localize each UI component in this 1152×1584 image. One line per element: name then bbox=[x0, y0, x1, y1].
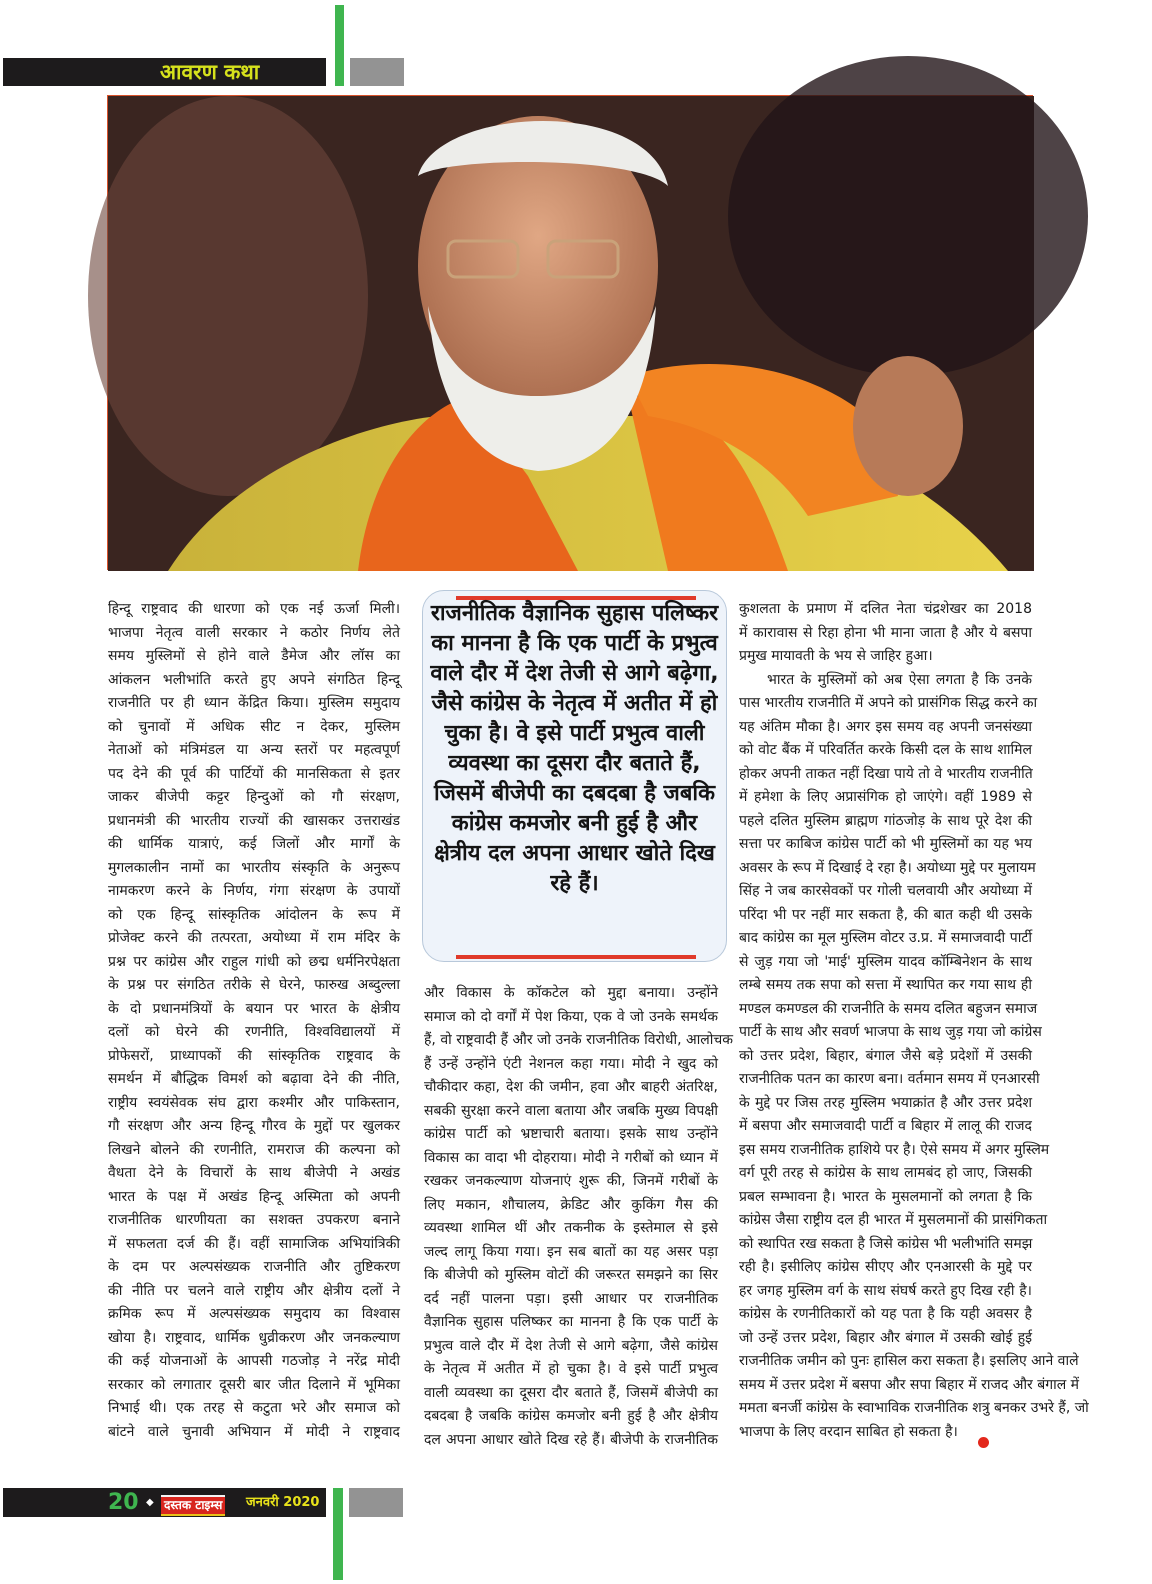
section-title: आवरण कथा bbox=[160, 60, 260, 84]
text-line: राष्ट्रीय स्वयंसेवक संघ द्वारा कश्मीर और पाकिस्तान, bbox=[108, 1094, 400, 1111]
text-line: में सफलता दर्ज की हैं। वहीं सामाजिक अभियांत्रिकी bbox=[108, 1235, 400, 1252]
text-line: मण्डल कमण्डल की राजनीति के समय दलित बहुजन समाज bbox=[739, 1000, 1038, 1017]
text-line: सरकार को लगातार दूसरी बार जीत दिलाने में भूमिका bbox=[108, 1376, 400, 1393]
text-line: भारत के मुस्लिमों को अब ऐसा लगता है कि उनके bbox=[767, 671, 1032, 688]
text-line: से जुड़ गया जो 'माई' मुस्लिम यादव कॉम्बिनेशन के साथ bbox=[739, 953, 1032, 970]
text-line: के दम पर अल्पसंख्यक राजनीति और तुष्टिकरण bbox=[108, 1259, 400, 1275]
text-line: निभाई थी। एक तरह से कटुता भरे और समाज को bbox=[108, 1400, 400, 1416]
text-line: वाली व्यवस्था का दूसरा दौर बताते हैं, जिसमें बीजेपी का bbox=[424, 1384, 718, 1401]
text-line: अवसर के रूप में दिखाई दे रहा है। अयोध्या मुद्दे पर मुलायम bbox=[739, 859, 1036, 876]
text-line: भाजपा के लिए वरदान साबित हो सकता है। bbox=[739, 1423, 958, 1440]
text-line: प्रबल सम्भावना है। भारत के मुसलमानों को लगता है कि bbox=[739, 1188, 1032, 1205]
text-line: वर्ग पूरी तरह से कांग्रेस के साथ लामबंद हो जाए, जिसकी bbox=[739, 1165, 1032, 1181]
text-line: और विकास के कॉकटेल को मुद्दा बनाया। उन्होंने bbox=[424, 985, 718, 1001]
text-line: कांग्रेस के रणनीतिकारों को यह पता है कि यही अवसर है bbox=[739, 1306, 1032, 1322]
text-line: प्रोफेसरों, प्राध्यापकों की सांस्कृतिक राष्ट्रवाद के bbox=[108, 1047, 400, 1064]
text-line: हिन्दू राष्ट्रवाद की धारणा को एक नई ऊर्जा मिली। bbox=[108, 601, 400, 617]
text-line: की नीति पर चलने वाले राष्ट्रीय और क्षेत्रीय दलों ने bbox=[108, 1282, 400, 1299]
text-line: यह अंतिम मौका है। अगर इस समय वह अपनी जनसंख्या bbox=[739, 718, 1032, 735]
text-line: कुशलता के प्रमाण में दलित नेता चंद्रशेखर का 2018 bbox=[739, 601, 1032, 617]
text-line: विकास का वादा भी दोहराया। मोदी ने गरीबों को ध्यान में bbox=[424, 1149, 718, 1166]
text-line: दबदबा है जबकि कांग्रेस कमजोर बनी हुई है और क्षेत्रीय bbox=[424, 1408, 718, 1424]
text-line: क्रमिक रूप में अल्पसंख्यक समुदाय का विश्वास bbox=[108, 1306, 400, 1322]
article-column-1 bbox=[108, 598, 400, 1444]
text-line: को एक हिन्दू सांस्कृतिक आंदोलन के रूप में bbox=[108, 906, 400, 923]
text-line: भाजपा नेतृत्व वाली सरकार ने कठोर निर्णय लेते bbox=[108, 624, 400, 641]
footer-green-bar bbox=[333, 1488, 343, 1580]
text-line: समाज को दो वर्गों में पेश किया, एक वे जो उनके समर्थक bbox=[424, 1008, 718, 1025]
text-line: भारत के पक्ष में अखंड हिन्दू अस्मिता को अपनी bbox=[108, 1188, 400, 1205]
text-line: को स्थापित रख सकता है जिसे कांग्रेस भी भलीभांति समझ bbox=[739, 1235, 1033, 1252]
pull-quote-bottom-rule bbox=[456, 955, 696, 959]
text-line: दर्द नहीं पालना पड़ा। इसी आधार पर राजनीतिक bbox=[424, 1290, 718, 1307]
text-line: पार्टी के साथ और सवर्ण भाजपा के साथ जुड़ गया जो कांग्रेस bbox=[739, 1024, 1042, 1040]
text-line: गौ संरक्षण और अन्य हिन्दू गौरव के मुद्दों पर खुलकर bbox=[108, 1118, 400, 1134]
end-of-article-dot bbox=[978, 1437, 989, 1448]
text-line: राजनीतिक धारणीयता का सशक्त उपकरण बनाने bbox=[108, 1212, 400, 1228]
text-line: हैं, वो राष्ट्रवादी हैं और जो उनके राजनीतिक विरोधी, आलोचक bbox=[424, 1032, 734, 1048]
text-line: मुगलकालीन नामों का भारतीय संस्कृति के अनुरूप bbox=[108, 859, 400, 876]
text-line: बांटने वाले चुनावी अभियान में मोदी ने राष्ट्रवाद bbox=[108, 1423, 400, 1440]
text-line: कि बीजेपी को मुस्लिम वोटों की जरूरत समझने का सिर bbox=[424, 1267, 718, 1283]
text-line: प्रश्न पर कांग्रेस और राहुल गांधी को छद्म धर्मनिरपेक्षता bbox=[108, 953, 400, 970]
text-line: ममता बनर्जी कांग्रेस के स्वाभाविक राजनीतिक शत्रु बनकर उभरे हैं, जो bbox=[739, 1400, 1089, 1416]
text-line: में हमेशा के लिए अप्रासंगिक हो जाएंगे। वहीं 1989 से bbox=[739, 789, 1032, 805]
text-line: पद देने की पूर्व की पार्टियों की मानसिकता से इतर bbox=[108, 765, 400, 782]
footer-gray-block bbox=[349, 1488, 403, 1517]
green-accent-bar bbox=[335, 5, 344, 86]
text-line: दलों को घेरने की रणनीति, विश्वविद्यालयों में bbox=[108, 1024, 400, 1040]
text-line: लम्बे समय तक सपा को सत्ता में स्थापित कर गया साथ ही bbox=[739, 977, 1032, 993]
text-line: के नेतृत्व में अतीत में हो चुका है। वे इसे पार्टी प्रभुत्व bbox=[424, 1361, 718, 1377]
text-line: को उत्तर प्रदेश, बिहार, बंगाल जैसे बड़े प्रदेशों में उसकी bbox=[739, 1047, 1032, 1064]
text-line: की धार्मिक यात्राएं, कई जिलों और मार्गों के bbox=[108, 836, 400, 852]
text-line: सिंह ने जब कारसेवकों पर गोली चलवायी और अयोध्या में bbox=[739, 883, 1032, 899]
text-line: इस समय राजनीतिक हाशिये पर है। ऐसे समय में अगर मुस्लिम bbox=[739, 1141, 1050, 1158]
text-line: परिंदा भी पर नहीं मार सकता है, की बात कही थी उसके bbox=[739, 906, 1032, 923]
text-line: प्रधानमंत्री की भारतीय राज्यों की खासकर उत्तराखंड bbox=[108, 812, 400, 829]
text-line: राजनीति पर ही ध्यान केंद्रित किया। मुस्लिम समुदाय bbox=[108, 695, 400, 711]
text-line: कांग्रेस जैसा राष्ट्रीय दल ही भारत में मुसलमानों की प्रासंगिकता bbox=[739, 1212, 1048, 1228]
text-line: जल्द लागू किया गया। इन सब बातों का यह असर पड़ा bbox=[424, 1243, 718, 1260]
text-line: राजनीतिक जमीन को पुनः हासिल करा सकता है। इसलिए आने वाले bbox=[739, 1353, 1079, 1369]
text-line: वैधता देने के विचारों के साथ बीजेपी ने अखंड bbox=[108, 1165, 400, 1181]
text-line: में कारावास से रिहा होना भी माना जाता है और ये बसपा bbox=[739, 624, 1032, 641]
text-line: के मुद्दे पर जिस तरह मुस्लिम भयाक्रांत है और उत्तर प्रदेश bbox=[739, 1094, 1032, 1111]
text-line: कांग्रेस पार्टी को भ्रष्टाचारी बताया। इसके साथ उन्होंने bbox=[424, 1126, 718, 1142]
text-line: सबकी सुरक्षा करने वाला बताया और जबकि मुख्य विपक्षी bbox=[424, 1102, 718, 1119]
text-line: में बसपा और समाजवादी पार्टी व बिहार में लालू की राजद bbox=[739, 1118, 1032, 1134]
text-line: के दो प्रधानमंत्रियों के बयान पर भारत के क्षेत्रीय bbox=[108, 1000, 400, 1017]
text-line: वैज्ञानिक सुहास पलिष्कर का मानना है कि एक पार्टी के bbox=[424, 1314, 718, 1330]
article-column-3 bbox=[739, 598, 1089, 1444]
portrait-illustration bbox=[108, 96, 1034, 571]
text-line: के प्रश्न पर संगठित तरीके से घेरने, फारुख अब्दुल्ला bbox=[108, 977, 400, 993]
text-line: होकर अपनी ताकत नहीं दिखा पाये तो वे भारतीय राजनीति bbox=[739, 765, 1033, 782]
cover-photo bbox=[107, 95, 1033, 570]
text-line: नामकरण करने के निर्णय, गंगा संरक्षण के उपायों bbox=[108, 883, 400, 899]
page-number: 20 bbox=[108, 1490, 139, 1515]
text-line: की कई योजनाओं के आपसी गठजोड़ ने नरेंद्र मोदी bbox=[108, 1353, 400, 1369]
text-line: पास भारतीय राजनीति में अपने को प्रासंगिक सिद्ध करने का bbox=[739, 695, 1038, 711]
text-line: हैं उन्हें उन्होंने एंटी नेशनल कहा गया। मोदी ने खुद को bbox=[424, 1055, 718, 1072]
text-line: राजनीतिक पतन का कारण बना। वर्तमान समय में एनआरसी bbox=[739, 1071, 1040, 1087]
text-line: को वोट बैंक में परिवर्तित करके किसी दल के साथ शामिल bbox=[739, 742, 1032, 758]
text-line: व्यवस्था शामिल थीं और तकनीक के इस्तेमाल से इसे bbox=[424, 1220, 718, 1236]
article-column-2 bbox=[424, 982, 734, 1452]
text-line: आंकलन भलीभांति करते हुए अपने संगठित हिन्दू bbox=[108, 671, 400, 688]
text-line: जो उन्हें उत्तर प्रदेश, बिहार और बंगाल में उसकी खोई हुई bbox=[739, 1329, 1032, 1346]
text-line: रही है। इसीलिए कांग्रेस सीएए और एनआरसी के मुद्दे पर bbox=[739, 1259, 1032, 1275]
pull-quote-text: राजनीतिक वैज्ञानिक सुहास पलिष्कर का मानना है कि एक पार्टी के प्रभुत्व वाले दौर में देश तेजी से आगे बढ़ेगा, जैसे कांग्रेस के नेतृत्व में अतीत में हो चुका है। वे इसे पार्टी प्रभुत्व वाली व्यवस्था का दूसरा दौर बताते हैं, जिसमें बीजेपी का दबदबा है जबकि कांग्रेस कमजोर बनी हुई है और क्षेत्रीय दल अपना आधार खोते दिख रहे हैं। bbox=[430, 601, 719, 896]
text-line: खोया है। राष्ट्रवाद, धार्मिक धुव्रीकरण और जनकल्याण bbox=[108, 1329, 400, 1346]
text-line: को चुनावों में अधिक सीट न देकर, मुस्लिम bbox=[108, 718, 400, 735]
text-line: लिखने बोलने की रणनीति, रामराज की कल्पना को bbox=[108, 1141, 400, 1158]
pull-quote-box bbox=[422, 590, 727, 962]
text-line: चौकीदार कहा, देश की जमीन, हवा और बाहरी अंतरिक्ष, bbox=[424, 1079, 718, 1095]
issue-date: जनवरी 2020 bbox=[246, 1495, 320, 1510]
text-line: दल अपना आधार खोते दिख रहे हैं। बीजेपी के राजनीतिक bbox=[424, 1431, 718, 1448]
text-line: सत्ता पर काबिज कांग्रेस पार्टी को भी मुस्लिमों का यह भय bbox=[739, 836, 1032, 852]
magazine-logo: दस्तक टाइम्स bbox=[161, 1495, 225, 1516]
text-line: बाद कांग्रेस का मूल मुस्लिम वोटर उ.प्र. में समाजवादी पार्टी bbox=[739, 930, 1032, 946]
text-line: समर्थन में बौद्धिक विमर्श को बढ़ावा देने की नीति, bbox=[108, 1071, 400, 1087]
text-line: रखकर जनकल्याण योजनाएं शुरू की, जिनमें गरीबों के bbox=[424, 1173, 718, 1189]
text-line: समय मुस्लिमों से होने वाले डैमेज और लॉस का bbox=[108, 648, 400, 664]
separator-diamond: ◆ bbox=[146, 1497, 154, 1508]
text-line: समय में उत्तर प्रदेश में बसपा और सपा बिहार में राजद और बंगाल में bbox=[739, 1376, 1080, 1393]
text-line: प्रभुत्व वाले दौर में देश तेजी से आगे बढ़ेगा, जैसे कांग्रेस bbox=[424, 1337, 718, 1354]
text-line: प्रमुख मायावती के भय से जाहिर हुआ। bbox=[739, 648, 933, 664]
text-line: हर जगह मुस्लिम वर्ग के साथ संघर्ष करते हुए दिख रही है। bbox=[739, 1282, 1032, 1299]
text-line: लिए मकान, शौचालय, क्रेडिट और कुकिंग गैस की bbox=[424, 1196, 718, 1213]
text-line: नेताओं को मंत्रिमंडल या अन्य स्तरों पर महत्वपूर्ण bbox=[108, 742, 400, 758]
gray-accent-block bbox=[350, 58, 404, 86]
text-line: जाकर बीजेपी कट्टर हिन्दुओं को गौ संरक्षण, bbox=[108, 789, 400, 805]
text-line: पहले दलित मुस्लिम ब्राह्मण गांठजोड़ के साथ पूरे देश की bbox=[739, 812, 1032, 829]
text-line: प्रोजेक्ट करने की तत्परता, अयोध्या में राम मंदिर के bbox=[108, 930, 400, 946]
